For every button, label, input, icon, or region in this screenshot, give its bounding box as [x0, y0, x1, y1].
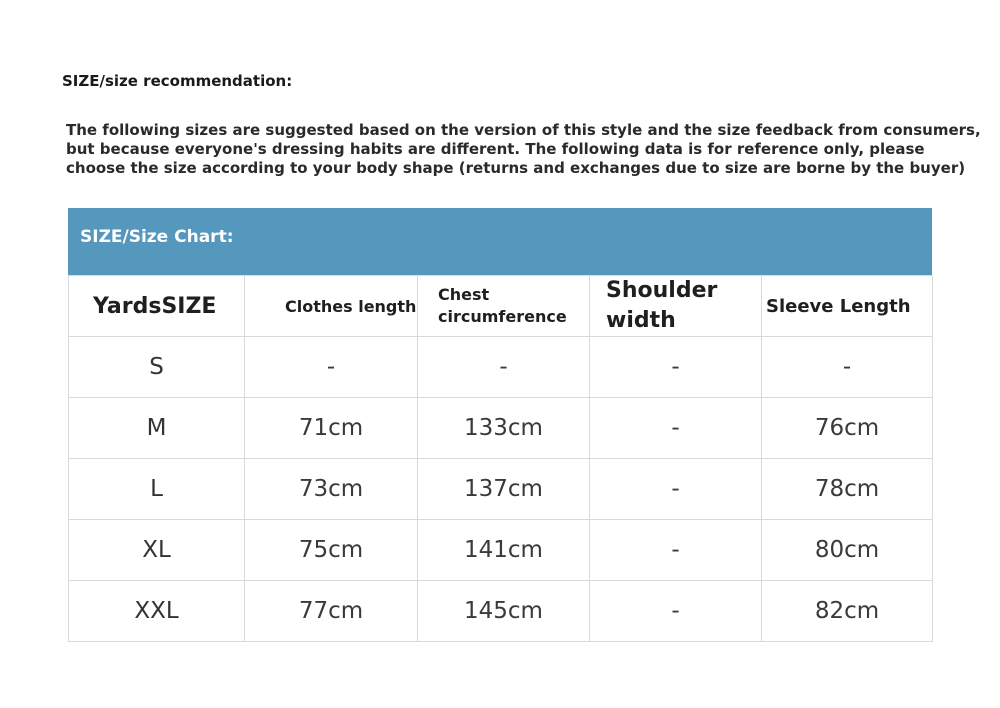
shoulder-cell: - — [590, 459, 762, 520]
size-cell: XL — [69, 520, 245, 581]
sleeve-cell: - — [762, 337, 933, 398]
chest-cell: 141cm — [418, 520, 590, 581]
table-row — [69, 337, 933, 398]
size-chart — [68, 208, 932, 647]
size-chart-title: SIZE/Size Chart: — [80, 227, 234, 247]
sleeve-cell: 80cm — [762, 520, 933, 581]
size-table — [68, 275, 933, 642]
sleeve-cell: 78cm — [762, 459, 933, 520]
chest-cell: 133cm — [418, 398, 590, 459]
table-row — [69, 459, 933, 520]
shoulder-cell: - — [590, 520, 762, 581]
column-header-clothes-length: Clothes length — [245, 276, 418, 337]
chest-cell: 137cm — [418, 459, 590, 520]
chest-cell: 145cm — [418, 581, 590, 642]
column-header-chest-circumference: Chest circumference — [418, 276, 590, 337]
chest-cell: - — [418, 337, 590, 398]
clothes-length-cell: 73cm — [245, 459, 418, 520]
note-line: choose the size according to your body shape (returns and exchanges due to size are borne by the buyer) — [66, 159, 966, 177]
size-cell: XXL — [69, 581, 245, 642]
table-row — [69, 581, 933, 642]
table-row — [69, 398, 933, 459]
shoulder-cell: - — [590, 581, 762, 642]
clothes-length-cell: 77cm — [245, 581, 418, 642]
sleeve-cell: 82cm — [762, 581, 933, 642]
table-header-row — [69, 276, 933, 337]
page-title: SIZE/size recommendation: — [62, 72, 293, 90]
size-cell: L — [69, 459, 245, 520]
column-header-sleeve-length: Sleeve Length — [762, 276, 933, 337]
size-cell: S — [69, 337, 245, 398]
shoulder-cell: - — [590, 337, 762, 398]
column-header-shoulder-width: Shoulder width — [590, 276, 762, 337]
clothes-length-cell: 75cm — [245, 520, 418, 581]
note-line: The following sizes are suggested based on the version of this style and the size feedback from consumers, — [66, 121, 981, 139]
note-line: but because everyone's dressing habits are different. The following data is for reference only, please — [66, 140, 925, 158]
sleeve-cell: 76cm — [762, 398, 933, 459]
size-note — [66, 121, 981, 178]
column-header-size: YardsSIZE — [69, 276, 245, 337]
shoulder-cell: - — [590, 398, 762, 459]
clothes-length-cell: 71cm — [245, 398, 418, 459]
table-row — [69, 520, 933, 581]
size-cell: M — [69, 398, 245, 459]
clothes-length-cell: - — [245, 337, 418, 398]
size-chart-banner — [68, 208, 932, 275]
